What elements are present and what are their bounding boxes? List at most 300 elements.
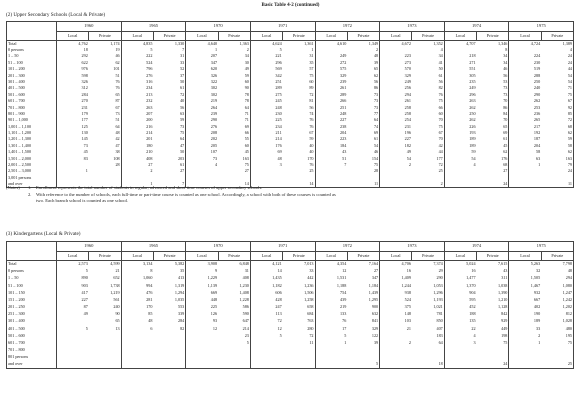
local-cell: 1 bbox=[509, 162, 541, 168]
private-cell: 54 bbox=[541, 72, 573, 78]
private-cell: 61 bbox=[180, 85, 185, 91]
private-cell: 64 bbox=[180, 136, 185, 142]
local-cell: 2 bbox=[121, 168, 153, 174]
table-row bbox=[7, 340, 574, 347]
local-cell: 1,505 bbox=[509, 275, 541, 282]
row-label: 151 – 200 bbox=[7, 296, 57, 303]
kindergartens-table bbox=[6, 241, 574, 369]
private-cell: 59 bbox=[541, 136, 573, 142]
private-cell: 51 bbox=[115, 117, 120, 123]
local-cell bbox=[250, 361, 282, 368]
private-cell: 65 bbox=[115, 318, 120, 324]
local-cell: 189 bbox=[509, 318, 541, 325]
local-cell: 73 bbox=[186, 156, 218, 162]
private-cell: 1,228 bbox=[239, 296, 249, 302]
local-cell: 5 bbox=[250, 47, 282, 53]
local-cell: 4,610 bbox=[315, 41, 347, 47]
year-header: 1972 bbox=[315, 242, 380, 252]
local-cell bbox=[250, 354, 282, 361]
local-cell: 48 bbox=[250, 156, 282, 162]
local-cell: 103 bbox=[380, 318, 412, 325]
local-cell bbox=[186, 332, 218, 339]
local-cell: 176 bbox=[250, 143, 282, 149]
private-cell: 72 bbox=[541, 117, 573, 123]
private-cell: 14 bbox=[283, 181, 315, 187]
private-cell: 25 bbox=[438, 168, 443, 174]
private-cell: 50 bbox=[180, 149, 185, 155]
local-cell: 575 bbox=[315, 66, 347, 72]
local-cell: 273 bbox=[380, 60, 412, 66]
row-label: 51 – 100 bbox=[7, 60, 57, 66]
table-row bbox=[7, 275, 574, 282]
private-cell: 28 bbox=[115, 162, 120, 168]
table-row bbox=[7, 347, 574, 354]
private-cell: 75 bbox=[244, 162, 249, 168]
local-cell: 17 bbox=[315, 325, 347, 332]
local-cell: 1 bbox=[121, 181, 153, 187]
private-cell: 31 bbox=[244, 268, 249, 274]
private-column-header: Private bbox=[541, 252, 573, 261]
row-label: 301 – 400 bbox=[7, 79, 57, 85]
private-cell: 11 bbox=[347, 181, 379, 187]
row-label: 1,101 – 1,200 bbox=[7, 130, 57, 136]
local-cell: 262 bbox=[444, 117, 476, 123]
note-text: Enrollment represents the total number of students in regular, advanced and short-time courses of upper secondary schools. bbox=[36, 185, 263, 190]
local-cell: 1,244 bbox=[380, 282, 412, 289]
local-cell: 207 bbox=[121, 111, 153, 117]
private-cell: 35 bbox=[180, 268, 185, 274]
private-cell: 71 bbox=[244, 110, 249, 116]
local-cell: 250 bbox=[509, 79, 541, 85]
local-cell: 227 bbox=[380, 136, 412, 142]
local-cell bbox=[509, 347, 541, 354]
private-cell: 76 bbox=[309, 162, 314, 168]
private-cell: 69 bbox=[503, 130, 508, 136]
local-cell: 239 bbox=[315, 79, 347, 85]
local-column-header: Local bbox=[121, 252, 153, 261]
private-cell: 24 bbox=[541, 168, 573, 174]
local-cell bbox=[250, 347, 282, 354]
local-cell bbox=[315, 361, 347, 368]
local-cell bbox=[444, 347, 476, 354]
private-cell: 48 bbox=[115, 130, 120, 136]
local-cell: 222 bbox=[121, 53, 153, 59]
private-cell: 280 bbox=[307, 325, 314, 331]
note-number: 2. bbox=[28, 191, 32, 197]
local-cell: 135 bbox=[444, 318, 476, 325]
local-cell bbox=[57, 318, 89, 325]
private-cell: 1,174 bbox=[110, 40, 120, 46]
private-cell: 67 bbox=[438, 130, 443, 136]
local-cell: 1 bbox=[186, 47, 218, 53]
private-cell: 408 bbox=[242, 275, 249, 281]
year-header: 1970 bbox=[186, 22, 251, 32]
private-cell bbox=[347, 347, 379, 354]
private-cell: 4 bbox=[541, 47, 573, 53]
table-row bbox=[7, 318, 574, 325]
local-cell: 281 bbox=[121, 296, 153, 303]
private-cell: 54 bbox=[373, 142, 379, 148]
local-cell: 5,024 bbox=[444, 261, 476, 268]
table-row bbox=[7, 361, 574, 368]
row-label: 701 – 800 bbox=[7, 347, 57, 354]
local-cell: 598 bbox=[57, 72, 89, 78]
local-cell: 265 bbox=[509, 117, 541, 123]
table-row bbox=[7, 296, 574, 303]
local-cell: 347 bbox=[186, 60, 218, 66]
local-cell: 216 bbox=[121, 124, 153, 130]
local-column-header: Local bbox=[509, 252, 541, 261]
private-cell: 58 bbox=[541, 143, 573, 149]
row-label: 601 – 700 bbox=[7, 98, 57, 104]
local-cell: 754 bbox=[315, 289, 347, 296]
private-cell: 41 bbox=[438, 59, 443, 65]
local-cell: 18 bbox=[57, 47, 89, 53]
local-cell: 231 bbox=[57, 104, 89, 110]
private-cell: 652 bbox=[113, 275, 120, 281]
local-cell: 251 bbox=[315, 104, 347, 110]
private-cell: 1,242 bbox=[541, 296, 573, 303]
private-cell: 7 bbox=[182, 46, 185, 52]
private-cell: 47 bbox=[180, 142, 185, 148]
private-cell: 33 bbox=[309, 268, 314, 274]
local-cell: 200 bbox=[121, 117, 153, 123]
row-label: 101 – 150 bbox=[7, 289, 57, 296]
private-column-header: Private bbox=[412, 252, 444, 261]
private-cell: 347 bbox=[371, 275, 379, 281]
local-cell bbox=[121, 332, 153, 339]
private-cell: 1,506 bbox=[304, 289, 314, 295]
private-cell: 48 bbox=[541, 268, 573, 275]
private-cell: 73 bbox=[115, 110, 120, 116]
private-cell: 66 bbox=[438, 104, 443, 110]
local-cell: 196 bbox=[380, 130, 412, 136]
local-cell: 452 bbox=[444, 304, 476, 311]
private-cell: 70 bbox=[438, 136, 443, 142]
local-cell: 54 bbox=[444, 156, 476, 162]
local-cell: 72 bbox=[250, 318, 282, 325]
local-cell: 288 bbox=[509, 72, 541, 78]
private-cell bbox=[89, 354, 121, 361]
local-column-header: Local bbox=[250, 32, 282, 41]
notes-block bbox=[6, 185, 574, 205]
row-label: 0 persons bbox=[7, 268, 57, 275]
table-row bbox=[7, 268, 574, 275]
private-cell: 56 bbox=[503, 72, 508, 78]
private-cell: 1,296 bbox=[433, 289, 443, 295]
local-cell: 595 bbox=[444, 296, 476, 303]
private-cell: 71 bbox=[244, 117, 249, 123]
private-cell: 553 bbox=[177, 304, 185, 310]
local-cell: 272 bbox=[315, 60, 347, 66]
private-cell: 82 bbox=[180, 325, 185, 331]
private-cell: 7,374 bbox=[433, 261, 443, 267]
local-cell: 302 bbox=[186, 92, 218, 98]
private-cell bbox=[283, 361, 315, 368]
private-cell: 61 bbox=[180, 162, 185, 168]
local-cell: 994 bbox=[121, 282, 153, 289]
private-cell: 90 bbox=[115, 311, 120, 317]
row-label: 401 – 500 bbox=[7, 85, 57, 91]
private-cell: 8 bbox=[505, 46, 508, 52]
note-number bbox=[28, 198, 36, 205]
local-cell: 519 bbox=[509, 66, 541, 72]
private-cell: 74 bbox=[373, 123, 379, 129]
private-cell: 33 bbox=[180, 59, 185, 65]
local-cell: 1,139 bbox=[186, 282, 218, 289]
local-cell: 294 bbox=[380, 92, 412, 98]
private-cell: 75 bbox=[503, 340, 508, 346]
local-cell: 1 bbox=[57, 168, 89, 174]
private-cell: 46 bbox=[373, 149, 379, 155]
private-cell: 40 bbox=[309, 142, 314, 148]
local-column-header: Local bbox=[186, 32, 218, 41]
private-cell: 1,028 bbox=[541, 318, 573, 325]
private-cell: 1,247 bbox=[541, 289, 573, 296]
private-cell: 65 bbox=[115, 91, 120, 97]
local-cell: 219 bbox=[315, 304, 347, 311]
local-cell: 402 bbox=[509, 304, 541, 311]
private-cell: 73 bbox=[503, 85, 508, 91]
private-column-header: Private bbox=[347, 252, 379, 261]
table-row bbox=[7, 304, 574, 311]
private-cell: 1,184 bbox=[368, 282, 379, 288]
local-cell: 227 bbox=[57, 296, 89, 303]
private-column-header: Private bbox=[347, 32, 379, 41]
private-cell: 480 bbox=[541, 325, 573, 332]
private-cell: 1,408 bbox=[239, 289, 249, 295]
row-label: 1,001 – 1,100 bbox=[7, 124, 57, 130]
private-cell: 1,230 bbox=[239, 282, 249, 288]
private-cell: 290 bbox=[436, 275, 443, 281]
local-cell: 245 bbox=[250, 98, 282, 104]
private-cell: 60 bbox=[309, 78, 314, 84]
local-cell: 890 bbox=[57, 275, 89, 282]
local-column-header: Local bbox=[57, 252, 89, 261]
local-cell: 211 bbox=[250, 130, 282, 136]
private-cell: 39 bbox=[373, 340, 379, 346]
local-cell: 145 bbox=[57, 136, 89, 142]
local-cell: 87 bbox=[57, 304, 89, 311]
private-column-header: Private bbox=[89, 32, 121, 41]
private-cell: 79 bbox=[541, 162, 573, 168]
local-cell: 221 bbox=[250, 53, 282, 59]
local-cell: 249 bbox=[380, 79, 412, 85]
private-cell: 163 bbox=[541, 156, 573, 162]
table-row bbox=[7, 332, 574, 339]
local-cell: 326 bbox=[186, 72, 218, 78]
local-cell: 113 bbox=[250, 311, 282, 318]
private-cell: 70 bbox=[438, 117, 443, 123]
private-cell: 407 bbox=[436, 325, 443, 331]
local-cell: 51 bbox=[315, 156, 347, 162]
local-cell: 289 bbox=[315, 92, 347, 98]
table-row bbox=[7, 261, 574, 268]
private-cell: 329 bbox=[371, 325, 379, 331]
private-cell: 27 bbox=[503, 168, 508, 174]
row-label: 601 – 700 bbox=[7, 340, 57, 347]
private-cell: 1,390 bbox=[497, 289, 508, 295]
local-cell: 232 bbox=[121, 98, 153, 104]
private-cell: 7,013 bbox=[304, 261, 314, 267]
year-header: 1973 bbox=[380, 242, 445, 252]
local-cell: 179 bbox=[57, 111, 89, 117]
private-cell: 37 bbox=[180, 72, 185, 78]
private-cell bbox=[153, 332, 185, 339]
local-cell: 107 bbox=[186, 149, 218, 155]
private-cell: 92 bbox=[541, 104, 573, 110]
private-cell: 46 bbox=[115, 53, 120, 59]
local-cell: 234 bbox=[250, 124, 282, 130]
private-cell: 122 bbox=[371, 332, 379, 338]
private-cell: 45 bbox=[503, 142, 508, 148]
local-cell: 1 bbox=[509, 340, 541, 347]
private-cell: 62 bbox=[503, 149, 508, 155]
private-cell: 586 bbox=[242, 304, 249, 310]
private-cell: 27 bbox=[180, 168, 185, 174]
private-cell: 75 bbox=[438, 98, 443, 104]
local-cell bbox=[121, 347, 153, 354]
local-cell: 193 bbox=[444, 130, 476, 136]
local-cell: 207 bbox=[186, 53, 218, 59]
local-cell bbox=[121, 361, 153, 368]
private-column-header: Private bbox=[89, 252, 121, 261]
private-column-header: Private bbox=[218, 252, 250, 261]
local-cell: 4,707 bbox=[444, 41, 476, 47]
private-cell: 67 bbox=[541, 98, 573, 104]
private-cell: 19 bbox=[115, 46, 120, 52]
row-label: 1,501 – 2,000 bbox=[7, 156, 57, 162]
private-cell: 1,128 bbox=[497, 304, 508, 310]
private-cell: 1,295 bbox=[368, 296, 379, 302]
private-cell bbox=[153, 361, 185, 368]
private-cell: 5 bbox=[246, 340, 249, 346]
local-cell: 58 bbox=[509, 149, 541, 155]
local-cell: 126 bbox=[186, 311, 218, 318]
local-cell: 570 bbox=[380, 66, 412, 72]
local-cell: 256 bbox=[380, 85, 412, 91]
private-cell: 62 bbox=[541, 149, 573, 155]
local-cell: 16 bbox=[444, 268, 476, 275]
year-header: 1972 bbox=[315, 22, 380, 32]
local-cell: 205 bbox=[186, 143, 218, 149]
local-cell bbox=[57, 354, 89, 361]
private-column-header: Private bbox=[283, 32, 315, 41]
local-cell: 8 bbox=[121, 268, 153, 275]
private-cell: 64 bbox=[373, 117, 379, 123]
private-cell: 1,202 bbox=[541, 304, 573, 311]
local-cell: 5 bbox=[315, 332, 347, 339]
private-cell: 39 bbox=[373, 59, 379, 65]
private-cell: 198 bbox=[501, 332, 508, 338]
local-cell: 235 bbox=[444, 79, 476, 85]
local-cell: 190 bbox=[509, 311, 541, 318]
private-cell: 14 bbox=[218, 181, 250, 187]
local-cell: 3 bbox=[444, 340, 476, 347]
private-cell: 62 bbox=[373, 72, 379, 78]
private-column-header: Private bbox=[153, 32, 185, 41]
private-cell bbox=[283, 347, 315, 354]
table-row bbox=[7, 354, 574, 361]
upper-secondary-table bbox=[6, 21, 574, 188]
local-cell: 218 bbox=[444, 53, 476, 59]
local-cell: 4,121 bbox=[250, 261, 282, 268]
note-text: two. Each branch school is counted as one school. bbox=[36, 198, 129, 204]
private-cell: 72 bbox=[309, 332, 314, 338]
private-cell: 812 bbox=[541, 311, 573, 318]
private-cell: 24 bbox=[477, 181, 509, 187]
local-cell: 240 bbox=[509, 85, 541, 91]
local-cell: 271 bbox=[444, 60, 476, 66]
year-header: 1960 bbox=[57, 22, 122, 32]
private-cell: 53 bbox=[503, 78, 508, 84]
private-cell: 28 bbox=[373, 168, 379, 174]
private-cell: 90 bbox=[244, 85, 249, 91]
local-cell: 3,134 bbox=[121, 261, 153, 268]
private-cell bbox=[477, 354, 509, 361]
local-cell: 225 bbox=[250, 117, 282, 123]
local-cell: 4,624 bbox=[250, 41, 282, 47]
page-title: Basic Table 4-2 (continued) bbox=[261, 3, 320, 8]
local-cell: 263 bbox=[444, 98, 476, 104]
local-column-header: Local bbox=[121, 32, 153, 41]
private-cell: 177 bbox=[436, 155, 443, 161]
local-cell: 49 bbox=[380, 149, 412, 155]
private-cell: 1,193 bbox=[433, 296, 443, 302]
local-cell: 130 bbox=[57, 130, 89, 136]
row-label: 51 – 100 bbox=[7, 282, 57, 289]
private-cell bbox=[541, 354, 573, 361]
private-cell: 72 bbox=[309, 91, 314, 97]
local-cell bbox=[57, 361, 89, 368]
private-cell: 842 bbox=[501, 311, 508, 317]
year-header: 1975 bbox=[509, 242, 574, 252]
local-cell: 22 bbox=[444, 325, 476, 332]
local-cell: 620 bbox=[186, 66, 218, 72]
local-cell: 326 bbox=[57, 79, 89, 85]
row-label: 701 – 800 bbox=[7, 104, 57, 110]
local-cell: 12 bbox=[315, 268, 347, 275]
private-cell: 763 bbox=[307, 318, 314, 324]
local-cell: 230 bbox=[250, 111, 282, 117]
local-cell: 204 bbox=[509, 143, 541, 149]
local-cell: 290 bbox=[186, 117, 218, 123]
local-cell: 83 bbox=[57, 156, 89, 162]
local-cell bbox=[380, 361, 412, 368]
private-cell: 1,352 bbox=[433, 40, 443, 46]
private-cell: 1 bbox=[311, 46, 314, 52]
local-cell: 63 bbox=[509, 156, 541, 162]
local-cell: 569 bbox=[250, 66, 282, 72]
row-label: 1 – 50 bbox=[7, 53, 57, 59]
private-cell: 78 bbox=[244, 91, 249, 97]
local-cell: 305 bbox=[444, 72, 476, 78]
local-cell: 27 bbox=[121, 162, 153, 168]
private-cell: 75 bbox=[309, 72, 314, 78]
private-cell: 25 bbox=[541, 361, 573, 368]
row-label: 1,401 – 1,500 bbox=[7, 149, 57, 155]
private-cell: 86 bbox=[503, 104, 508, 110]
private-cell: 34 bbox=[438, 53, 443, 59]
local-cell bbox=[57, 340, 89, 347]
local-cell: 170 bbox=[121, 304, 153, 311]
private-cell: 34 bbox=[503, 53, 508, 59]
local-cell: 189 bbox=[444, 136, 476, 142]
local-cell: 4,640 bbox=[186, 41, 218, 47]
local-cell: 4 bbox=[444, 162, 476, 168]
private-cell: 29 bbox=[438, 268, 443, 274]
local-cell: 1,060 bbox=[121, 275, 153, 282]
